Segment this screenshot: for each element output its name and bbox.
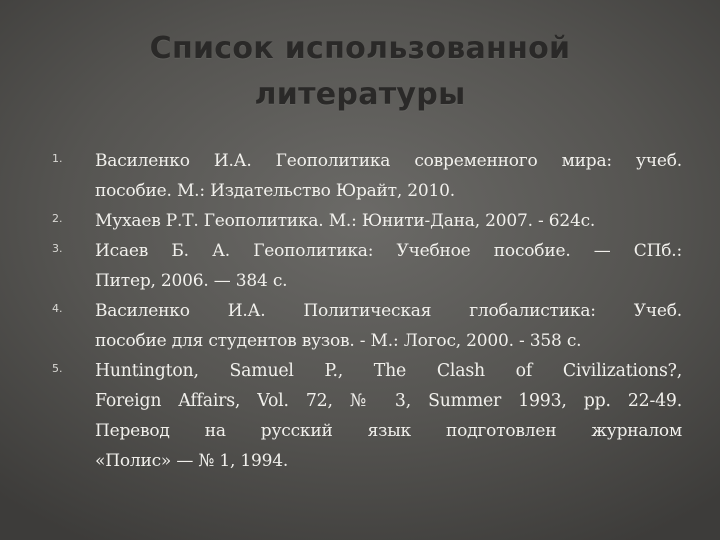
reference-text-line: пособие для студентов вузов. - М.: Логос, 2000. - 358 с. bbox=[95, 331, 582, 351]
reference-number: 4. bbox=[52, 302, 63, 315]
reference-text-line: Василенко И.А. Политическая глобалистика: Учеб. bbox=[95, 301, 682, 321]
reference-text-line: пособие. М.: Издательство Юрайт, 2010. bbox=[95, 181, 455, 201]
reference-text-line: Foreign Affairs, Vol. 72, № 3, Summer 1993, pp. 22-49. bbox=[95, 391, 682, 411]
reference-number: 1. bbox=[52, 152, 63, 165]
reference-text-line: «Полис» — № 1, 1994. bbox=[95, 451, 289, 471]
slide-title bbox=[60, 26, 660, 118]
reference-text-line: Перевод на русский язык подготовлен журналом bbox=[95, 421, 682, 441]
reference-number: 5. bbox=[52, 362, 63, 375]
reference-item-3 bbox=[52, 236, 682, 296]
reference-text-line: Питер, 2006. — 384 с. bbox=[95, 271, 288, 291]
reference-list bbox=[52, 146, 682, 476]
reference-number: 3. bbox=[52, 242, 63, 255]
slide-title-line-2: литературы bbox=[254, 77, 466, 112]
reference-text-line: Василенко И.А. Геополитика современного мира: учеб. bbox=[95, 151, 682, 171]
reference-item-2 bbox=[52, 206, 682, 236]
reference-text-line: Исаев Б. А. Геополитика: Учебное пособие. — СПб.: bbox=[95, 241, 682, 261]
reference-text-line: Мухаев Р.Т. Геополитика. М.: Юнити-Дана, 2007. - 624с. bbox=[95, 211, 596, 231]
reference-item-1 bbox=[52, 146, 682, 206]
reference-number: 2. bbox=[52, 212, 63, 225]
reference-item-4 bbox=[52, 296, 682, 356]
reference-item-5 bbox=[52, 356, 682, 476]
slide-title-line-1: Список использованной bbox=[149, 31, 571, 66]
reference-text-line: Huntington, Samuel P., The Clash of Civilizations?, bbox=[95, 361, 682, 381]
